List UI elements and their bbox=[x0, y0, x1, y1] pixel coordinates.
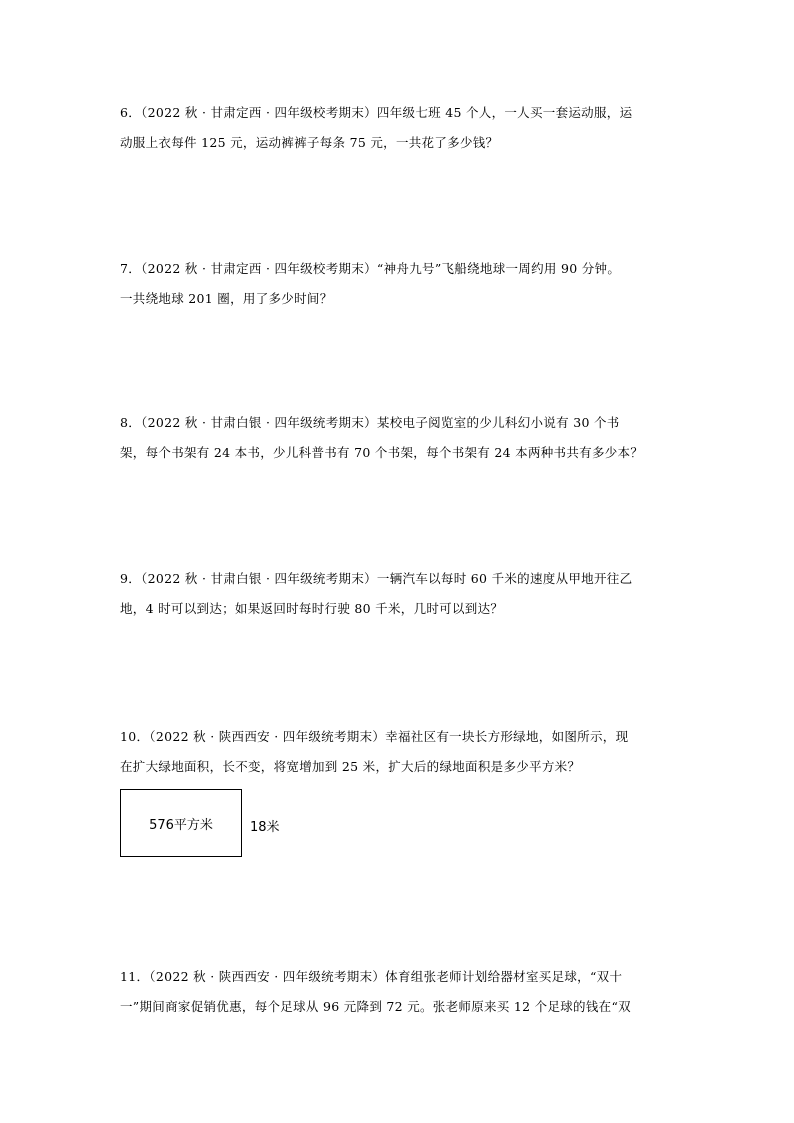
rectangle-figure bbox=[120, 789, 242, 857]
figure-area-label: 576平方米 bbox=[149, 817, 213, 833]
question-6 bbox=[120, 98, 680, 158]
question-8 bbox=[120, 408, 680, 468]
figure-side-label: 18米 bbox=[250, 820, 280, 835]
question-10 bbox=[120, 722, 680, 782]
question-7-line-1: 7．（2022 秋 · 甘肃定西 · 四年级校考期末）“神舟九号”飞船绕地球一周约用 90 分钟。 bbox=[120, 261, 621, 276]
question-9-line-1: 9．（2022 秋 · 甘肃白银 · 四年级统考期末）一辆汽车以每时 60 千米的速度从甲地开往乙 bbox=[120, 571, 633, 586]
question-11-line-1: 11．（2022 秋 · 陕西西安 · 四年级统考期末）体育组张老师计划给器材室买足球，“双十 bbox=[120, 969, 623, 984]
question-10-line-1: 10．（2022 秋 · 陕西西安 · 四年级统考期末）幸福社区有一块长方形绿地，如图所示，现 bbox=[120, 729, 629, 744]
question-9 bbox=[120, 564, 680, 624]
question-11 bbox=[120, 962, 680, 1022]
question-9-line-2: 地，4 时可以到达；如果返回时每时行驶 80 千米，几时可以到达？ bbox=[120, 601, 504, 616]
question-6-line-1: 6．（2022 秋 · 甘肃定西 · 四年级校考期末）四年级七班 45 个人，一人买一套运动服，运 bbox=[120, 105, 633, 120]
question-11-line-2: 一”期间商家促销优惠，每个足球从 96 元降到 72 元。张老师原来买 12 个足球的钱在“双 bbox=[120, 999, 631, 1014]
question-10-line-2: 在扩大绿地面积，长不变，将宽增加到 25 米，扩大后的绿地面积是多少平方米？ bbox=[120, 759, 581, 774]
question-7 bbox=[120, 254, 680, 314]
question-8-line-1: 8．（2022 秋 · 甘肃白银 · 四年级统考期末）某校电子阅览室的少儿科幻小说有 30 个书 bbox=[120, 415, 620, 430]
question-8-line-2: 架，每个书架有 24 本书，少儿科普书有 70 个书架，每个书架有 24 本两种书共有多少本？ bbox=[120, 445, 644, 460]
question-7-line-2: 一共绕地球 201 圈，用了多少时间？ bbox=[120, 291, 333, 306]
question-6-line-2: 动服上衣每件 125 元，运动裤裤子每条 75 元，一共花了多少钱？ bbox=[120, 135, 499, 150]
